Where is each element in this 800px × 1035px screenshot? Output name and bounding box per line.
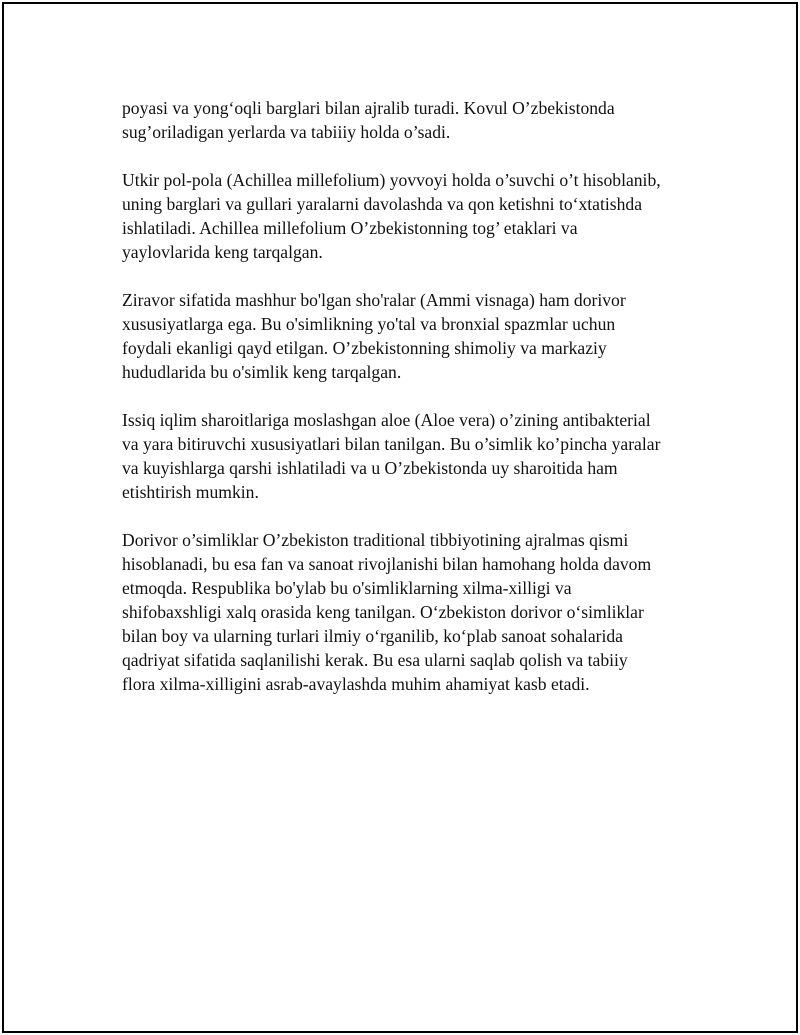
paragraph-achillea: Utkir pol-pola (Achillea millefolium) yovvoyi holda o’suvchi o’t hisoblanib, uning barglari va gullari yaralarni davolashda va qon ketishni to‘xtatishda ishlatiladi. Achillea millefolium O’zbekistonning tog’ etaklari va yaylovlarida keng tarqalgan. bbox=[122, 170, 661, 262]
page-frame bbox=[2, 2, 798, 1033]
paragraph-aloe-vera: Issiq iqlim sharoitlariga moslashgan aloe (Aloe vera) o’zining antibakterial va yara bitiruvchi xususiyatlari bilan tanilgan. Bu o’simlik ko’pincha yaralar va kuyishlarga qarshi ishlatiladi va u O’zbekistonda uy sharoitida ham etishtirish mumkin. bbox=[122, 410, 661, 502]
paragraph-kovul: poyasi va yong‘oqli barglari bilan ajralib turadi. Kovul O’zbekistonda sug’oriladigan yerlarda va tabiiiy holda o’sadi. bbox=[122, 98, 615, 142]
document-body bbox=[122, 96, 702, 720]
paragraph-ammi-visnaga: Ziravor sifatida mashhur bo'lgan sho'ralar (Ammi visnaga) ham dorivor xususiyatlarga ega. Bu o'simlikning yo'tal va bronxial spazmlar uchun foydali ekanligi qayd etilgan. O’zbekistonning shimoliy va markaziy hududlarida bu o'simlik keng tarqalgan. bbox=[122, 290, 626, 382]
paragraph-conclusion: Dorivor o’simliklar O’zbekiston traditional tibbiyotining ajralmas qismi hisoblanadi, bu esa fan va sanoat rivojlanishi bilan hamohang holda davom etmoqda. Respublika bo'ylab bu o'simliklarning xilma-xilligi va shifobaxshligi xalq orasida keng tanilgan. O‘zbekiston dorivor o‘simliklar bilan boy va ularning turlari ilmiy o‘rganilib, ko‘plab sanoat sohalarida qadriyat sifatida saqlanilishi kerak. Bu esa ularni saqlab qolish va tabiiy flora xilma-xilligini asrab-avaylashda muhim ahamiyat kasb etadi. bbox=[122, 530, 652, 694]
